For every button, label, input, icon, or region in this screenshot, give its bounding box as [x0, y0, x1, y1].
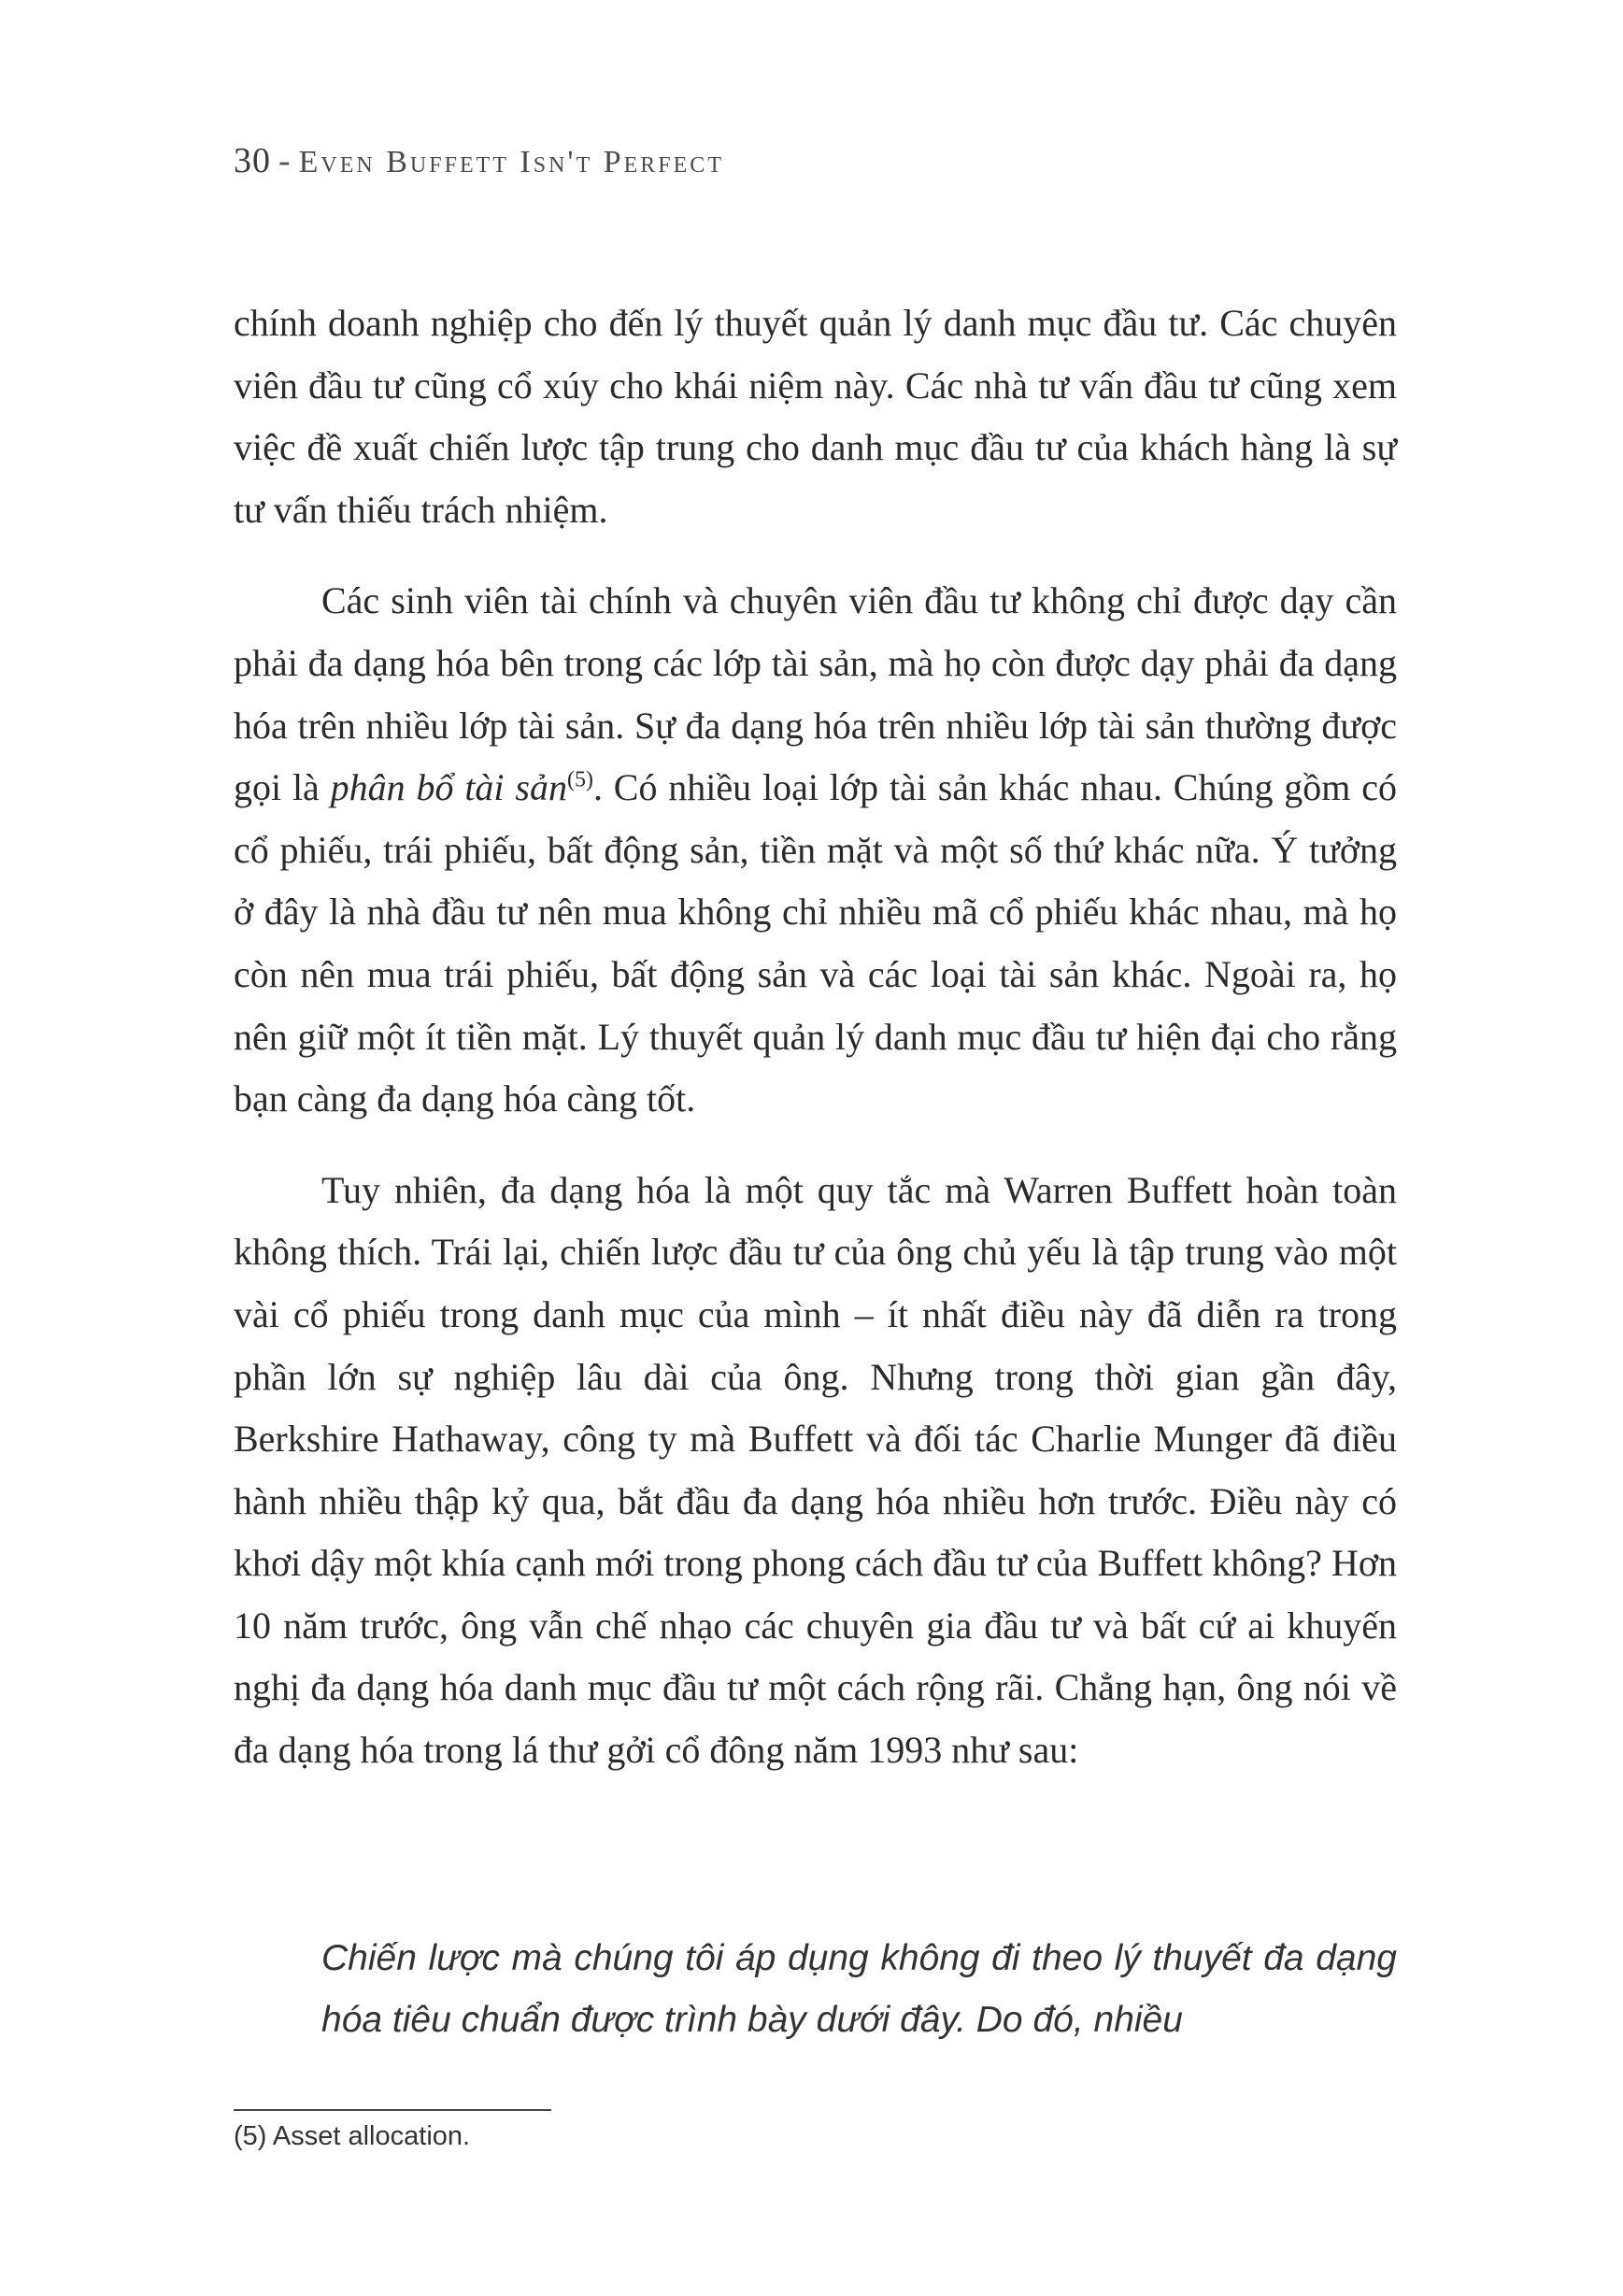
footnote-reference: (5): [566, 767, 593, 792]
paragraph-asset-allocation: [234, 570, 1397, 1130]
page-number: 30: [234, 141, 271, 180]
footnote-divider: [234, 2109, 551, 2111]
footnote: (5) Asset allocation.: [234, 2121, 471, 2151]
body-text: [234, 292, 1397, 1782]
paragraph-text: . Có nhiều loại lớp tài sản khác nhau. Chúng gồm có cổ phiếu, trái phiếu, bất động sản, tiền mặt và một số thứ khác nữa. Ý tưởng ở đây là nhà đầu tư nên mua không chỉ nhiều mã cổ phiếu khác nhau, mà họ còn nên mua trái phiếu, bất động sản và các loại tài sản khác. Ngoài ra, họ nên giữ một ít tiền mặt. Lý thuyết quản lý danh mục đầu tư hiện đại cho rằng bạn càng đa dạng hóa càng tốt.: [234, 766, 1398, 1120]
running-head: [234, 140, 724, 181]
header-separator: -: [278, 141, 292, 180]
italic-term: phân bổ tài sản: [330, 766, 567, 809]
paragraph-buffett-diversification: Tuy nhiên, đa dạng hóa là một quy tắc mà Warren Buffett hoàn toàn không thích. Trái lại, chiến lược đầu tư của ông chủ yếu là tập trung vào một vài cổ phiếu trong danh mục của mình – ít nhất điều này đã diễn ra trong phần lớn sự nghiệp lâu dài của ông. Nhưng trong thời gian gần đây, Berkshire Hathaway, công ty mà Buffett và đối tác Charlie Munger đã điều hành nhiều thập kỷ qua, bắt đầu đa dạng hóa nhiều hơn trước. Điều này có khơi dậy một khía cạnh mới trong phong cách đầu tư của Buffett không? Hơn 10 năm trước, ông vẫn chế nhạo các chuyên gia đầu tư và bất cứ ai khuyến nghị đa dạng hóa danh mục đầu tư một cách rộng rãi. Chẳng hạn, ông nói về đa dạng hóa trong lá thư gởi cổ đông năm 1993 như sau:: [234, 1168, 1397, 1772]
paragraph-text: Các sinh viên tài chính và chuyên viên đầu tư không chỉ được dạy cần phải đa dạng hóa bên trong các lớp tài sản, mà họ còn được dạy phải đa dạng hóa trên nhiều lớp tài sản. Sự đa dạng hóa trên nhiều lớp tài sản thường được gọi là: [234, 579, 1397, 809]
paragraph-continuation: chính doanh nghiệp cho đến lý thuyết quản lý danh mục đầu tư. Các chuyên viên đầu tư cũng cổ xúy cho khái niệm này. Các nhà tư vấn đầu tư cũng xem việc đề xuất chiến lược tập trung cho danh mục đầu tư của khách hàng là sự tư vấn thiếu trách nhiệm.: [234, 302, 1397, 531]
block-quote: Chiến lược mà chúng tôi áp dụng không đi theo lý thuyết đa dạng hóa tiêu chuẩn được trình bày dưới đây. Do đó, nhiều: [321, 1938, 1397, 2040]
book-title: Even Buffett Isn't Perfect: [298, 145, 724, 179]
